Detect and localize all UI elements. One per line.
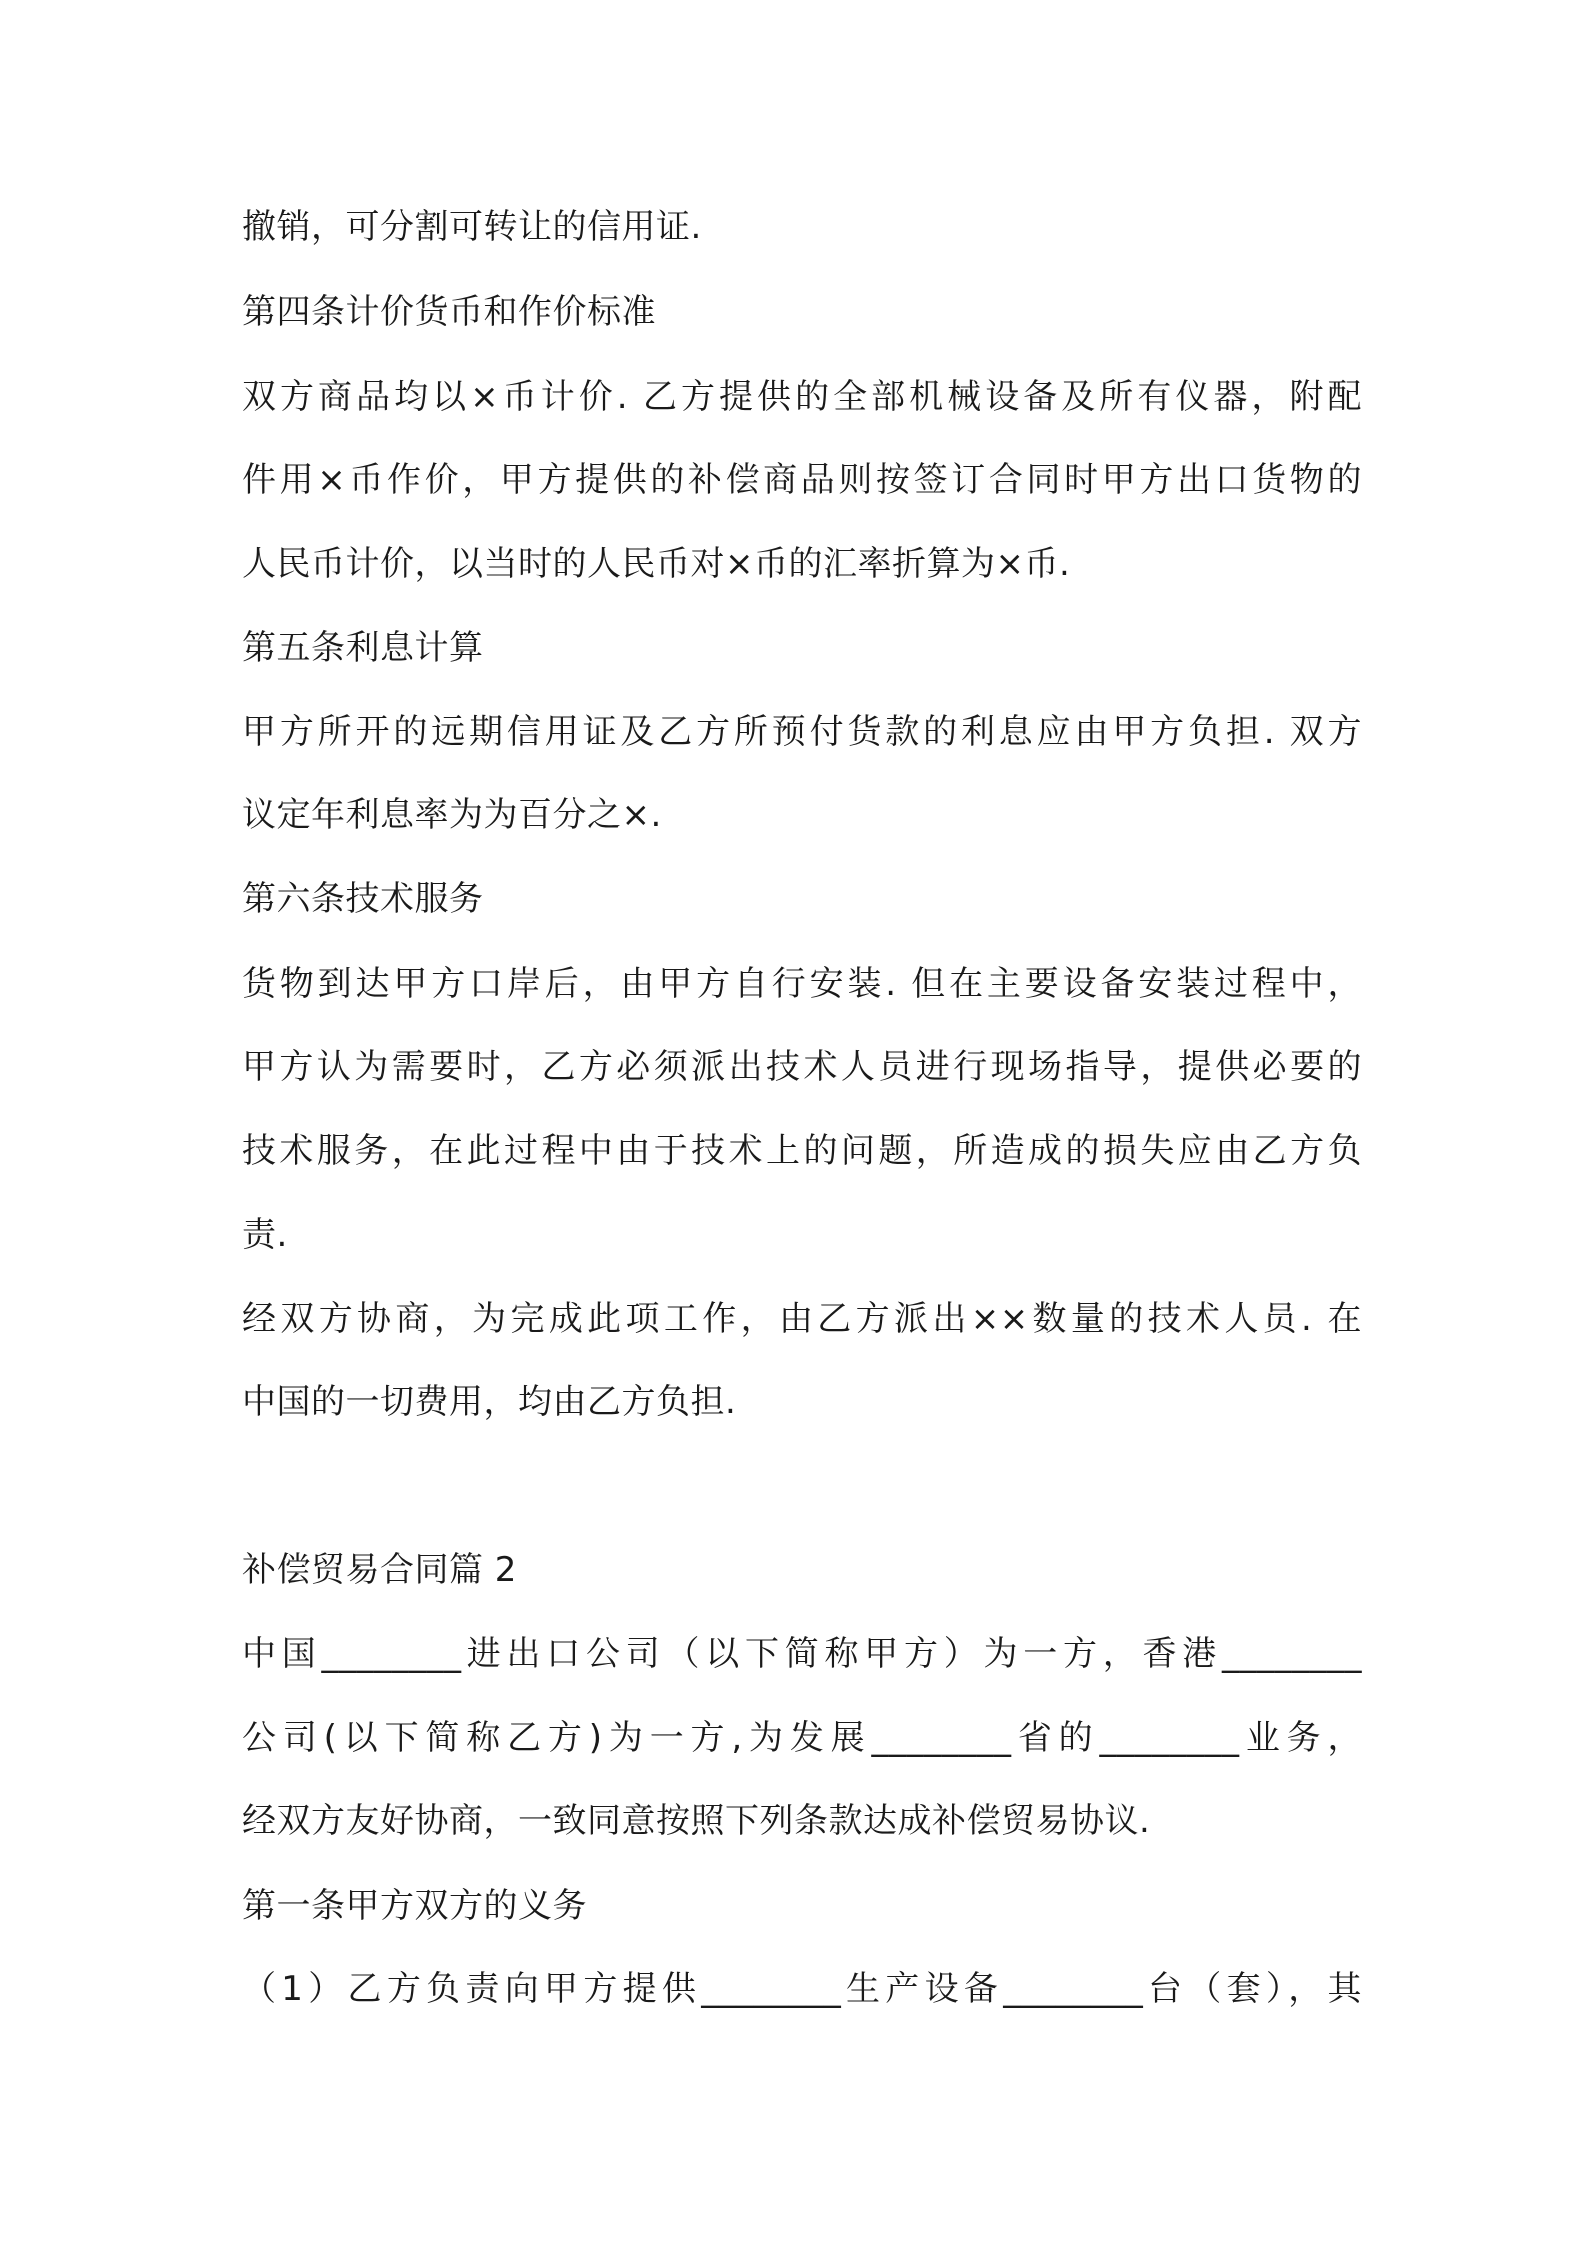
text-line: 甲方认为需要时，乙方必须派出技术人员进行现场指导，提供必要的	[242, 1047, 1362, 1087]
text-line: 经双方协商，为完成此项工作，由乙方派出××数量的技术人员. 在	[242, 1299, 1362, 1339]
text-line: 经双方友好协商，一致同意按照下列条款达成补偿贸易协议.	[242, 1801, 1151, 1841]
text-line: 中国________进出口公司（以下简称甲方）为一方，香港________	[242, 1634, 1362, 1674]
section-heading: 第五条利息计算	[242, 628, 484, 668]
section-heading: 第一条甲方双方的义务	[242, 1886, 587, 1926]
text-line: 人民币计价，以当时的人民币对×币的汇率折算为×币.	[242, 544, 1071, 584]
section-title: 补偿贸易合同篇 2	[242, 1550, 517, 1590]
text-line: 件用×币作价，甲方提供的补偿商品则按签订合同时甲方出口货物的	[242, 460, 1362, 500]
text-line: 双方商品均以×币计价. 乙方提供的全部机械设备及所有仪器，附配	[242, 377, 1362, 417]
text-line: 撤销，可分割可转让的信用证.	[242, 207, 702, 247]
section-heading: 第四条计价货币和作价标准	[242, 292, 656, 332]
text-line: 公司(以下简称乙方)为一方,为发展________省的________业务，	[242, 1718, 1362, 1758]
text-line: 议定年利息率为为百分之×.	[242, 795, 662, 835]
text-line: （1）乙方负责向甲方提供________生产设备________台（套），其	[242, 1969, 1362, 2009]
section-heading: 第六条技术服务	[242, 879, 484, 919]
text-line: 甲方所开的远期信用证及乙方所预付货款的利息应由甲方负担. 双方	[242, 712, 1362, 752]
text-line: 技术服务，在此过程中由于技术上的问题，所造成的损失应由乙方负	[242, 1131, 1362, 1171]
text-line: 货物到达甲方口岸后，由甲方自行安装. 但在主要设备安装过程中，	[242, 964, 1362, 1004]
text-line: 责.	[242, 1215, 288, 1255]
text-line: 中国的一切费用，均由乙方负担.	[242, 1382, 737, 1422]
